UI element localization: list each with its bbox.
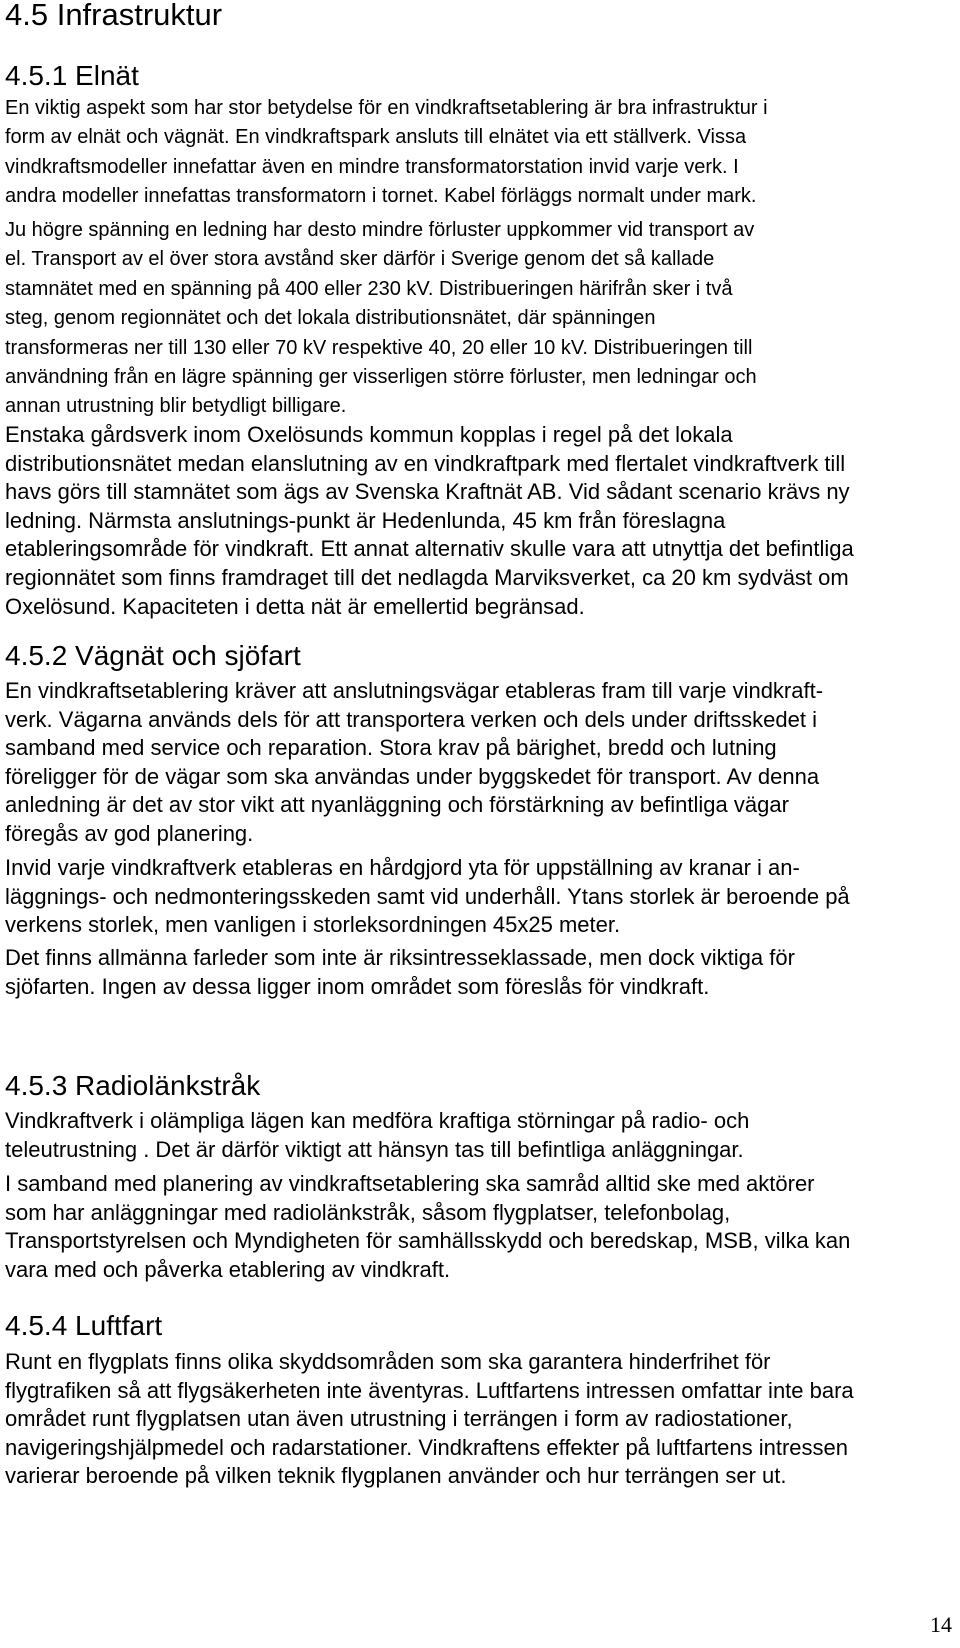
text-line: föregås av god planering. xyxy=(5,820,254,846)
text-line: annan utrustning blir betydligt billigare. xyxy=(5,395,347,418)
text-line: En viktig aspekt som har stor betydelse för en vindkraftsetablering är bra infrastruktur i xyxy=(5,97,768,119)
paragraph-vagnat-3 xyxy=(5,944,950,1001)
heading-4-5-1: 4.5.1 Elnät xyxy=(5,60,139,91)
heading-4-5-4: 4.5.4 Luftfart xyxy=(5,1310,163,1341)
text-line: som har anläggningar med radiolänkstråk, såsom flygplatser, telefonbolag, xyxy=(5,1199,731,1225)
paragraph-elnat-1 xyxy=(5,94,950,212)
text-line: etableringsområde för vindkraft. Ett annat alternativ skulle vara att utnyttja det befintliga xyxy=(5,536,854,562)
text-line: form av elnät och vägnät. En vindkraftspark ansluts till elnätet via ett ställverk. Vissa xyxy=(5,126,747,149)
text-line: samband med service och reparation. Stora krav på bärighet, bredd och lutning xyxy=(5,735,777,761)
text-line: navigeringshjälpmedel och radarstationer. Vindkraftens effekter på luftfartens intressen xyxy=(5,1434,849,1460)
text-line: Det finns allmänna farleder som inte är riksintresseklassade, men dock viktiga för xyxy=(5,945,795,970)
paragraph-elnat-2 xyxy=(5,216,950,422)
text-line: Vindkraftverk i olämpliga lägen kan medföra kraftiga störningar på radio- och xyxy=(5,1108,750,1133)
text-line: el. Transport av el över stora avstånd sker därför i Sverige genom det så kallade xyxy=(5,248,715,271)
text-line: I samband med planering av vindkraftsetablering ska samråd alltid ske med aktörer xyxy=(5,1171,815,1196)
text-line: vara med och påverka etablering av vindkraft. xyxy=(5,1256,451,1282)
text-line: En vindkraftsetablering kräver att anslutningsvägar etableras fram till varje vindkraft- xyxy=(5,678,824,703)
heading-4-5-2: 4.5.2 Vägnät och sjöfart xyxy=(5,640,301,671)
text-line: anledning är det av stor vikt att nyanläggning och förstärkning av befintliga vägar xyxy=(5,792,789,818)
text-line: Enstaka gårdsverk inom Oxelösunds kommun kopplas i regel på det lokala xyxy=(5,422,733,447)
text-line: distributionsnätet medan elanslutning av en vindkraftpark med flertalet vindkraftverk till xyxy=(5,450,846,476)
text-line: verk. Vägarna används dels för att transportera verken och dels under driftsskedet i xyxy=(5,706,817,732)
text-line: området runt flygplatsen utan även utrustning i terrängen i form av radiostationer, xyxy=(5,1406,793,1432)
paragraph-radio-1 xyxy=(5,1107,950,1164)
text-line: stamnätet med en spänning på 400 eller 230 kV. Distribueringen härifrån sker i två xyxy=(5,277,733,300)
text-line: flygtrafiken så att flygsäkerheten inte äventyras. Luftfartens intressen omfattar inte bara xyxy=(5,1377,854,1403)
heading-4-5-3: 4.5.3 Radiolänkstråk xyxy=(5,1070,261,1101)
text-line: varierar beroende på vilken teknik flygplanen använder och hur terrängen ser ut. xyxy=(5,1463,787,1489)
paragraph-radio-2 xyxy=(5,1170,950,1284)
text-line: steg, genom regionnätet och det lokala distributionsnätet, där spänningen xyxy=(5,307,656,330)
text-line: Invid varje vindkraftverk etableras en hårdgjord yta för uppställning av kranar i an- xyxy=(5,855,800,880)
text-line: Transportstyrelsen och Myndigheten för samhällsskydd och beredskap, MSB, vilka kan xyxy=(5,1228,851,1254)
text-line: verkens storlek, men vanligen i storleksordningen 45x25 meter. xyxy=(5,912,621,938)
paragraph-luftfart-1 xyxy=(5,1348,950,1491)
paragraph-vagnat-1 xyxy=(5,677,950,849)
text-line: regionnätet som finns framdraget till det nedlagda Marviksverket, ca 20 km sydväst om xyxy=(5,564,849,590)
text-line: teleutrustning . Det är därför viktigt att hänsyn tas till befintliga anläggningar. xyxy=(5,1136,744,1162)
section-title: 4.5 Infrastruktur xyxy=(5,0,223,32)
text-line: vindkraftsmodeller innefattar även en mindre transformatorstation invid varje verk. I xyxy=(5,155,739,178)
text-line: havs görs till stamnätet som ägs av Svenska Kraftnät AB. Vid sådant scenario krävs ny xyxy=(5,479,850,505)
text-line: transformeras ner till 130 eller 70 kV respektive 40, 20 eller 10 kV. Distribueringen till xyxy=(5,336,753,359)
text-line: andra modeller innefattas transformatorn i tornet. Kabel förläggs normalt under mark. xyxy=(5,185,757,208)
text-line: användning från en lägre spänning ger visserligen större förluster, men ledningar och xyxy=(5,366,757,389)
text-line: sjöfarten. Ingen av dessa ligger inom området som föreslås för vindkraft. xyxy=(5,973,710,999)
text-line: ledning. Närmsta anslutnings-punkt är Hedenlunda, 45 km från föreslagna xyxy=(5,507,726,533)
text-line: Ju högre spänning en ledning har desto mindre förluster uppkommer vid transport av xyxy=(5,219,755,241)
page-number: 14 xyxy=(930,1612,952,1637)
paragraph-elnat-3 xyxy=(5,421,950,621)
text-line: föreligger för de vägar som ska användas under byggskedet för transport. Av denna xyxy=(5,763,820,789)
text-line: läggnings- och nedmonteringsskeden samt vid underhåll. Ytans storlek är beroende på xyxy=(5,883,850,909)
paragraph-vagnat-2 xyxy=(5,854,950,940)
text-line: Runt en flygplats finns olika skyddsområden som ska garantera hinderfrihet för xyxy=(5,1349,771,1374)
text-line: Oxelösund. Kapaciteten i detta nät är emellertid begränsad. xyxy=(5,593,585,619)
